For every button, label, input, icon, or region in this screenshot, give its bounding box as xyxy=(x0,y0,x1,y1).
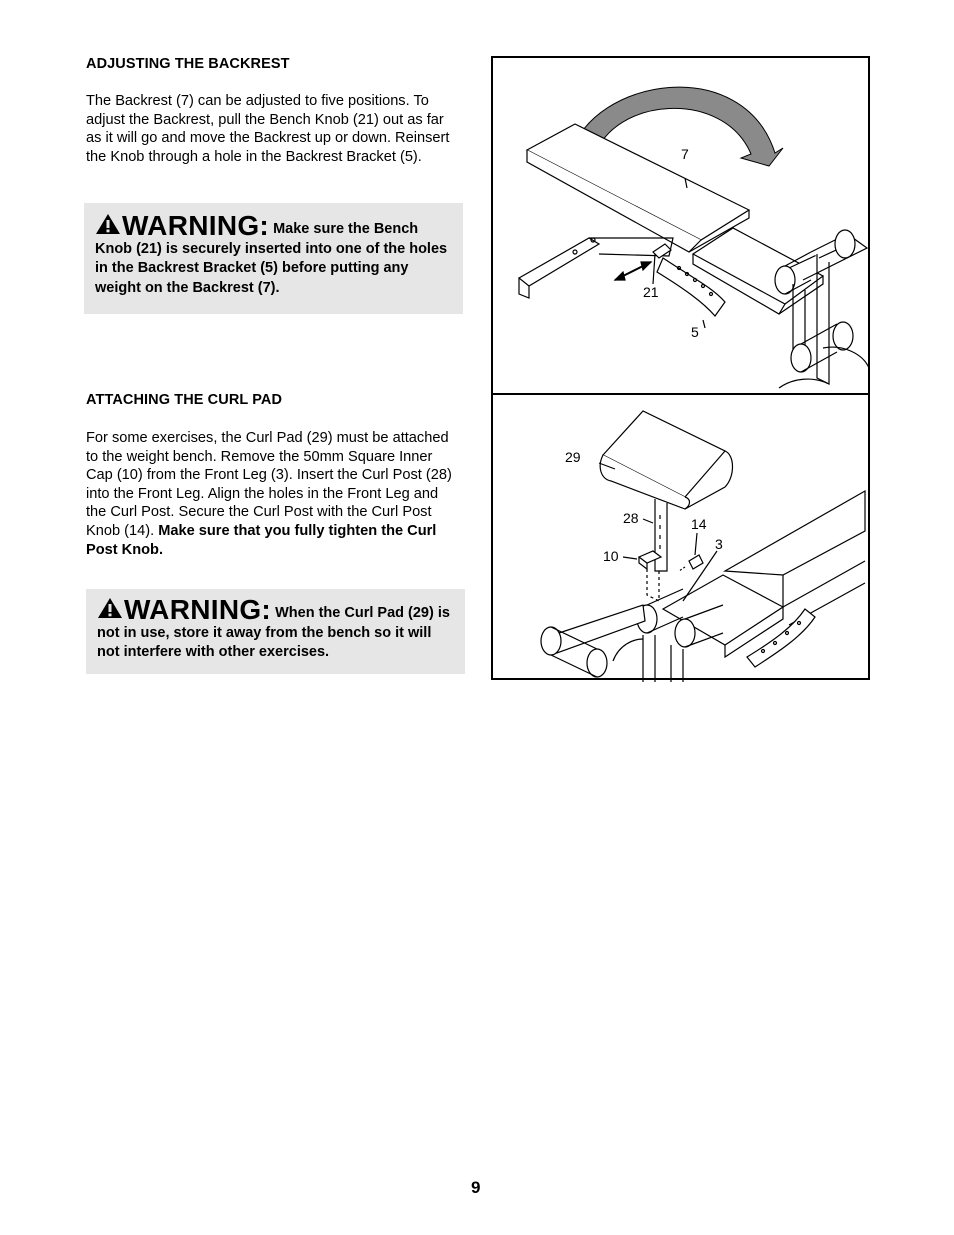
curl-pad-body: For some exercises, the Curl Pad (29) must be attached to the weight bench. Remove the 50mm Square Inner Cap (10) from the Front Leg (3). Insert the Curl Post (28) into the Front Leg. Align the holes in the Front Leg and the Curl Post. Secure the Curl Post with the Curl Post Knob (14). xyxy=(86,430,452,539)
warning-text: When the Curl Pad (29) is not in use, store it away from the bench so it will not interfere with other exercises. xyxy=(97,605,450,660)
warning-triangle-icon xyxy=(95,213,121,235)
callout-29: 29 xyxy=(565,449,581,465)
backrest-instructions: The Backrest (7) can be adjusted to five positions. To adjust the Backrest, pull the Bench Knob (21) out as far as it will go and move the Backrest up or down. Reinsert the Knob through a hole in the Backrest Bracket (5). xyxy=(86,93,450,165)
backrest-illustration xyxy=(493,58,872,397)
callout-21: 21 xyxy=(643,284,659,300)
warning-box-curl-pad xyxy=(86,589,465,674)
warning-label: WARNING: xyxy=(124,594,272,625)
warning-text: Make sure the Bench Knob (21) is securely inserted into one of the holes in the Backrest Bracket (5) before putting any weight on the Backrest (7). xyxy=(95,221,448,296)
section-heading-curl-pad: ATTACHING THE CURL PAD xyxy=(86,392,283,408)
warning-box-backrest xyxy=(84,203,463,314)
curl-pad-diagram xyxy=(491,393,870,680)
callout-14: 14 xyxy=(691,516,707,532)
section-heading-backrest: ADJUSTING THE BACKREST xyxy=(86,56,290,72)
backrest-diagram xyxy=(491,56,870,395)
callout-7: 7 xyxy=(681,146,689,162)
callout-5: 5 xyxy=(691,324,699,340)
warning-triangle-icon xyxy=(97,597,123,619)
callout-3: 3 xyxy=(715,536,723,552)
callout-10: 10 xyxy=(603,548,619,564)
page-number: 9 xyxy=(471,1178,481,1197)
curl-pad-instructions xyxy=(86,429,458,559)
curl-pad-illustration xyxy=(493,395,872,682)
curl-pad-emphasis: Make sure that you fully tighten the Curl Post Knob. xyxy=(86,522,437,558)
callout-28: 28 xyxy=(623,510,639,526)
warning-label: WARNING: xyxy=(122,210,270,241)
